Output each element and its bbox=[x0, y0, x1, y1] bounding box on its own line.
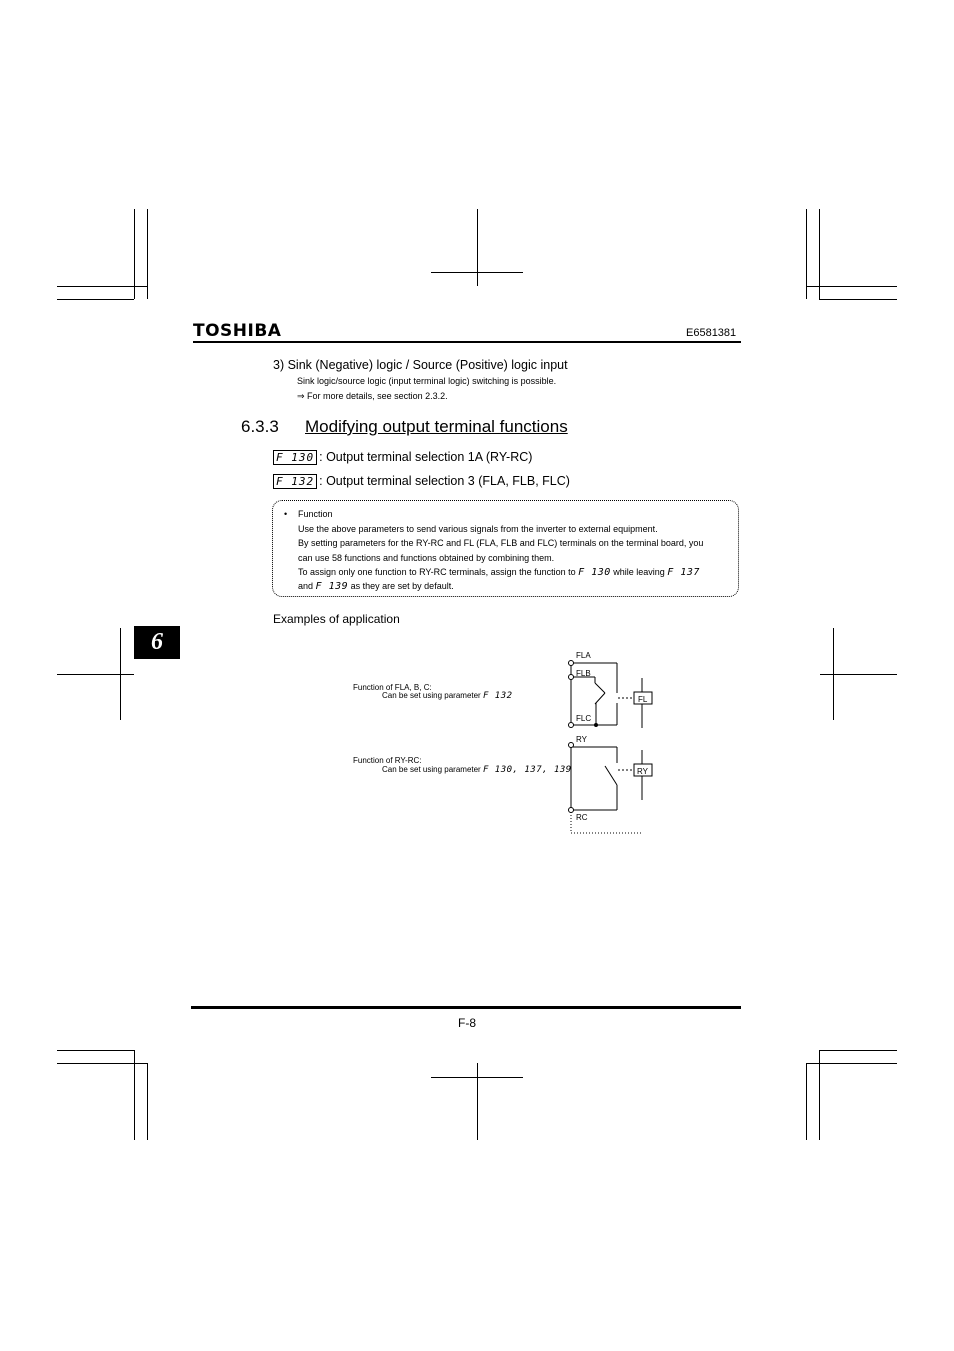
header-rule bbox=[193, 341, 741, 343]
section-number: 6.3.3 bbox=[241, 417, 279, 436]
param-ref: F 137 bbox=[667, 567, 700, 578]
function-line1: Use the above parameters to send various signals from the inverter to external equipment. bbox=[298, 524, 658, 534]
terminal-ry-label: RY bbox=[576, 735, 587, 744]
chapter-tab: 6 bbox=[134, 626, 180, 659]
param-f132 bbox=[273, 474, 570, 489]
fl-coil-label: FL bbox=[638, 695, 648, 704]
function-line5: and F 139 as they are set by default. bbox=[298, 581, 454, 592]
document-number: E6581381 bbox=[686, 327, 737, 339]
param-f130 bbox=[273, 450, 532, 465]
ry-param-label: Can be set using parameter F 130, 137, 139 bbox=[382, 765, 572, 775]
function-line2: By setting parameters for the RY-RC and FL (FLA, FLB and FLC) terminals on the terminal board, you bbox=[298, 538, 704, 548]
function-line4: To assign only one function to RY-RC terminals, assign the function to F 130 while leaving F 137 bbox=[298, 567, 700, 578]
item-3-line1: Sink logic/source logic (input terminal logic) switching is possible. bbox=[297, 376, 557, 386]
param-ref: F 130 bbox=[578, 567, 611, 578]
function-heading: Function bbox=[298, 509, 333, 519]
fl-param-label: Can be set using parameter F 132 bbox=[382, 691, 513, 701]
ry-function-label: Function of RY-RC: bbox=[353, 756, 422, 765]
examples-title: Examples of application bbox=[273, 612, 400, 626]
relay-circuit-diagram bbox=[560, 645, 660, 840]
section-title: Modifying output terminal functions bbox=[305, 417, 568, 436]
brand-logo: TOSHIBA bbox=[193, 321, 282, 341]
param-code: F 130 bbox=[273, 450, 317, 465]
fl-function-label: Function of FLA, B, C: bbox=[353, 683, 432, 692]
terminal-flc-label: FLC bbox=[576, 714, 592, 723]
terminal-flb-label: FLB bbox=[576, 669, 591, 678]
param-desc: : Output terminal selection 3 (FLA, FLB, FLC) bbox=[319, 474, 570, 488]
param-desc: : Output terminal selection 1A (RY-RC) bbox=[319, 450, 533, 464]
terminal-fla-label: FLA bbox=[576, 651, 591, 660]
footer-rule bbox=[191, 1006, 741, 1009]
function-line3: can use 58 functions and functions obtained by combining them. bbox=[298, 553, 555, 563]
item-3-line2: ⇒ For more details, see section 2.3.2. bbox=[297, 391, 448, 401]
param-ref: F 130, 137, 139 bbox=[482, 765, 572, 775]
bullet-icon: • bbox=[284, 509, 288, 519]
terminal-rc-label: RC bbox=[576, 813, 588, 822]
section-heading bbox=[241, 417, 568, 437]
page-number: F-8 bbox=[458, 1016, 476, 1030]
ry-coil-label: RY bbox=[637, 767, 648, 776]
param-ref: F 139 bbox=[315, 581, 349, 592]
param-code: F 132 bbox=[273, 474, 317, 489]
item-3-title: 3) Sink (Negative) logic / Source (Positive) logic input bbox=[273, 358, 568, 372]
param-ref: F 132 bbox=[482, 691, 513, 701]
